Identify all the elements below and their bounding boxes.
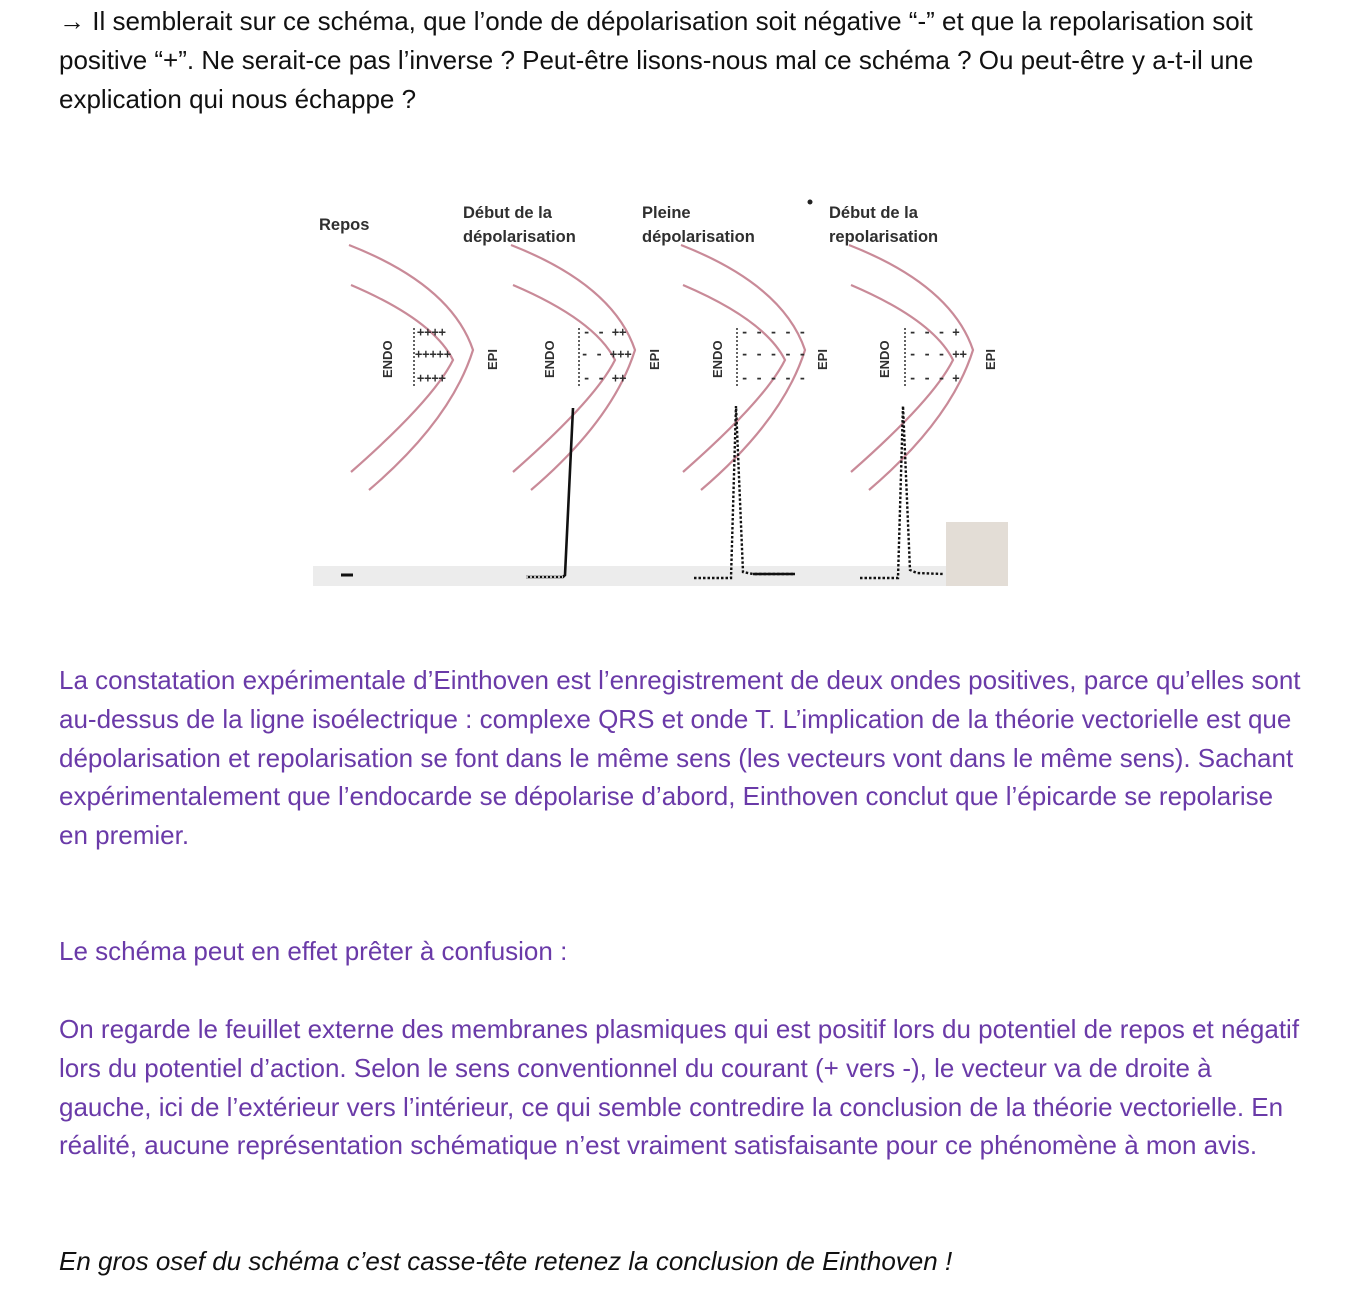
panel-title: Début de la <box>829 204 918 222</box>
endo-label: ENDO <box>542 340 557 378</box>
trace-qrs-full <box>694 406 795 578</box>
confusion-paragraph: Le schéma peut en effet prêter à confusion : <box>59 936 568 966</box>
charge-row: - - +++ <box>581 347 632 361</box>
epi-label: EPI <box>815 349 830 370</box>
endo-label: ENDO <box>380 340 395 378</box>
membrane-curve <box>511 245 635 490</box>
charge-row: - - - ++ <box>909 347 967 361</box>
panel-debut-depolarisation <box>463 204 662 577</box>
charge-row: +++++ <box>415 347 452 361</box>
charge-row: - - - + <box>909 371 960 385</box>
figure-corner-smudge <box>946 522 1008 586</box>
figure-baseline-strip <box>313 566 1008 586</box>
panel-title: Début de la <box>463 204 552 222</box>
charge-row: - - - - - <box>741 325 807 339</box>
epi-label: EPI <box>983 349 998 370</box>
membrane-curve <box>681 245 805 490</box>
panel-title: dépolarisation <box>642 228 755 246</box>
membrane-explanation-paragraph: On regarde le feuillet externe des membranes plasmiques qui est positif lors du potentiel de repos et négatif lors du potentiel d’action. Selon le sens conventionnel du courant (+ vers -), le vecteur va de droite à gauche, ici de l’extérieur vers l’intérieur, ce qui semble contredire la conclusion de la théorie vectorielle. En réalité, aucune représentation schématique n’est vraiment satisfaisante pour ce phénomène à mon avis. <box>59 1014 1300 1161</box>
charge-row: - - ++ <box>583 325 627 339</box>
question-paragraph: → Il semblerait sur ce schéma, que l’onde de dépolarisation soit négative “-” et que la repolarisation soit positive “+”. Ne serait-ce pas l’inverse ? Peut-être lisons-nous mal ce schéma ? Ou peut-être y a-t-il une explication qui nous échappe ? <box>59 6 1254 114</box>
charge-row: - - ++ <box>583 371 627 385</box>
conclusion-paragraph: En gros osef du schéma c’est casse-tête retenez la conclusion de Einthoven ! <box>59 1246 953 1276</box>
cardiac-polarization-figure <box>313 190 1008 588</box>
panel-title: repolarisation <box>829 228 939 246</box>
panel-title: Pleine <box>642 204 691 222</box>
epi-label: EPI <box>647 349 662 370</box>
einthoven-paragraph: La constatation expérimentale d’Einthoven est l’enregistrement de deux ondes positives, parce qu’elles sont au-dessus de la ligne isoélectrique : complexe QRS et onde T. L’implication de la théorie vectorielle est que dépolarisation et repolarisation se font dans le même sens (les vecteurs vont dans le même sens). Sachant expérimentalement que l’endocarde se dépolarise d’abord, Einthoven conclut que l’épicarde se repolarise en premier. <box>59 665 1301 851</box>
membrane-curve <box>349 245 473 490</box>
panel-pleine-depolarisation <box>642 204 830 578</box>
charge-row: - - - + <box>909 325 960 339</box>
membrane-curve <box>849 245 973 490</box>
trace-t-start <box>860 406 943 578</box>
charge-row: ++++ <box>417 325 446 339</box>
trace-qrs-start <box>526 408 573 577</box>
endo-label: ENDO <box>877 340 892 378</box>
figure-dot <box>808 200 813 205</box>
endo-label: ENDO <box>710 340 725 378</box>
panel-debut-repolarisation <box>829 204 998 578</box>
panel-title: dépolarisation <box>463 228 576 246</box>
panel-repos <box>319 216 500 575</box>
panel-title: Repos <box>319 216 370 234</box>
epi-label: EPI <box>485 349 500 370</box>
charge-row: - - - - - <box>741 371 807 385</box>
charge-row: ++++ <box>417 371 446 385</box>
charge-row: - - - - - <box>741 347 807 361</box>
